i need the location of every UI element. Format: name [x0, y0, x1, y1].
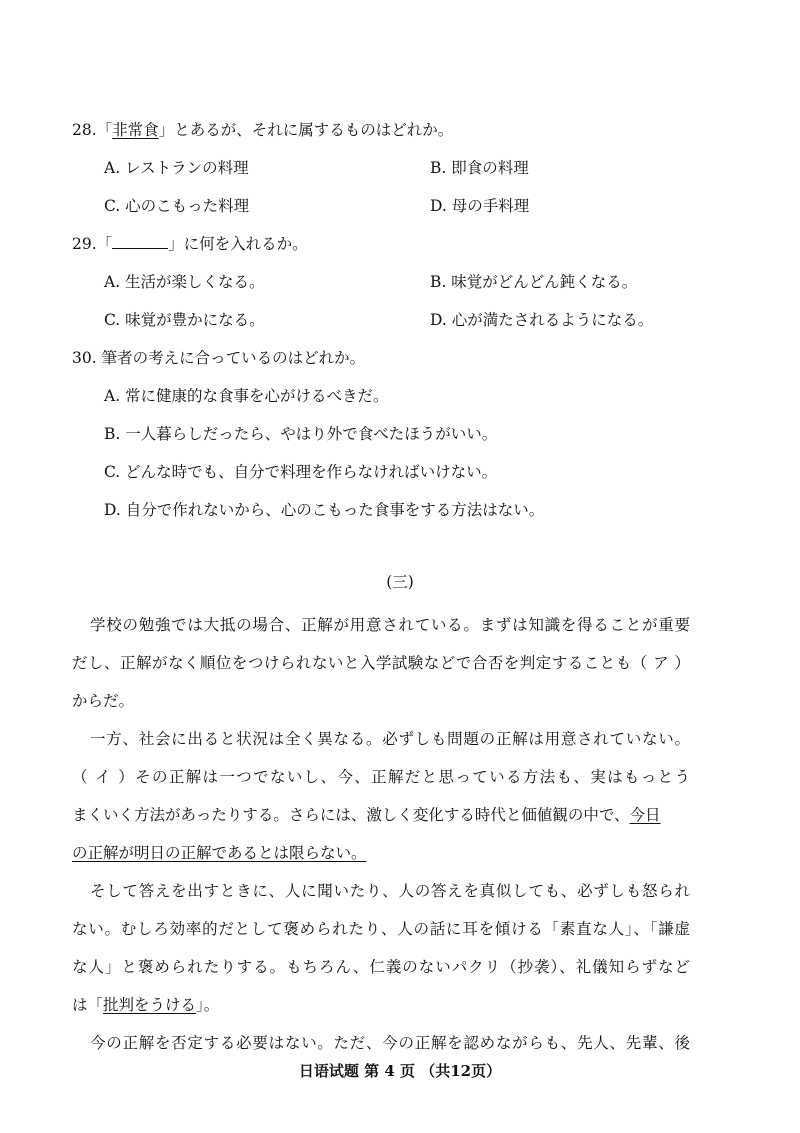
underlined-term: 非常食 — [112, 121, 159, 139]
question-text: 」とあるが、それに属するものはどれか。 — [158, 121, 454, 139]
quote-open: 「 — [96, 235, 113, 253]
question-29 — [72, 234, 308, 254]
q30-option-d: D. 自分で作れないから、心のこもった食事をする方法はない。 — [104, 501, 545, 519]
passage-line — [72, 834, 690, 872]
q28-option-c: C. 心のこもった料理 — [104, 197, 250, 215]
quote-open: 「 — [96, 121, 113, 139]
question-number: 28. — [72, 121, 97, 139]
q28-option-a: A. レストランの料理 — [104, 159, 249, 177]
passage-line: 学校の勉強では大抵の場合、正解が用意されている。まずは知識を得ることが重要 — [90, 616, 690, 634]
passage-line: そして答えを出すときに、人に聞いたり、人の答えを真似しても、必ずしも怒られ — [90, 882, 690, 900]
page-footer: 日语试题 第 4 页 （共12页） — [298, 1062, 502, 1080]
q30-option-a: A. 常に健康的な食事を心がけるべきだ。 — [104, 387, 389, 405]
question-text: 筆者の考えに合っているのはどれか。 — [101, 349, 366, 367]
passage-line — [72, 796, 692, 834]
q28-option-d: D. 母の手料理 — [430, 197, 530, 215]
q30-option-c: C. どんな時でも、自分で料理を作らなければいけない。 — [104, 463, 498, 481]
passage-line: な人」と褒められたりする。もちろん、仁義のないパクリ（抄袭）、礼儀知らずなど — [72, 958, 690, 976]
q28-option-b: B. 即食の料理 — [430, 159, 529, 177]
passage-line — [72, 986, 690, 1024]
q30-option-b: B. 一人暮らしだったら、やはり外で食べたほうがいい。 — [104, 425, 498, 443]
underlined-phrase: 今日 — [629, 806, 661, 824]
underlined-phrase: 批判をうける — [103, 996, 197, 1014]
q29-option-a: A. 生活が楽しくなる。 — [104, 273, 265, 291]
q29-option-b: B. 味覚がどんどん鈍くなる。 — [430, 273, 638, 291]
underlined-phrase: の正解が明日の正解であるとは限らない。 — [72, 844, 367, 862]
q29-option-c: C. 味覚が豊かになる。 — [104, 311, 265, 329]
passage-line: ない。むしろ効率的だとして褒められたり、人の話に耳を傾ける「素直な人」、「謙虚 — [72, 920, 690, 938]
section-heading: (三) — [386, 573, 414, 591]
question-text: 」に何を入れるか。 — [168, 235, 308, 253]
passage-text: 」。 — [196, 996, 220, 1014]
q29-option-d: D. 心が満たされるようになる。 — [430, 311, 654, 329]
passage-line: だし、正解がなく順位をつけられないと入学試験などで合否を判定することも（ ア ） — [72, 654, 690, 672]
passage-line: からだ。 — [72, 692, 135, 710]
passage-text: は「 — [72, 996, 104, 1014]
passage-line: 一方、社会に出ると状況は全く異なる。必ずしも問題の正解は用意されていない。 — [90, 730, 690, 748]
question-number: 29. — [72, 235, 97, 253]
passage-text: まくいく方法があったりする。さらには、激しく変化する時代と価値観の中で、 — [72, 806, 630, 824]
question-28 — [72, 120, 453, 140]
passage-line: 今の正解を否定する必要はない。ただ、今の正解を認めながらも、先人、先輩、後 — [90, 1034, 690, 1052]
question-number: 30. — [72, 349, 97, 367]
answer-blank — [112, 234, 168, 249]
passage-line: （ イ ）その正解は一つでないし、今、正解だと思っている方法も、実はもっとう — [72, 768, 690, 786]
question-30 — [72, 348, 365, 368]
